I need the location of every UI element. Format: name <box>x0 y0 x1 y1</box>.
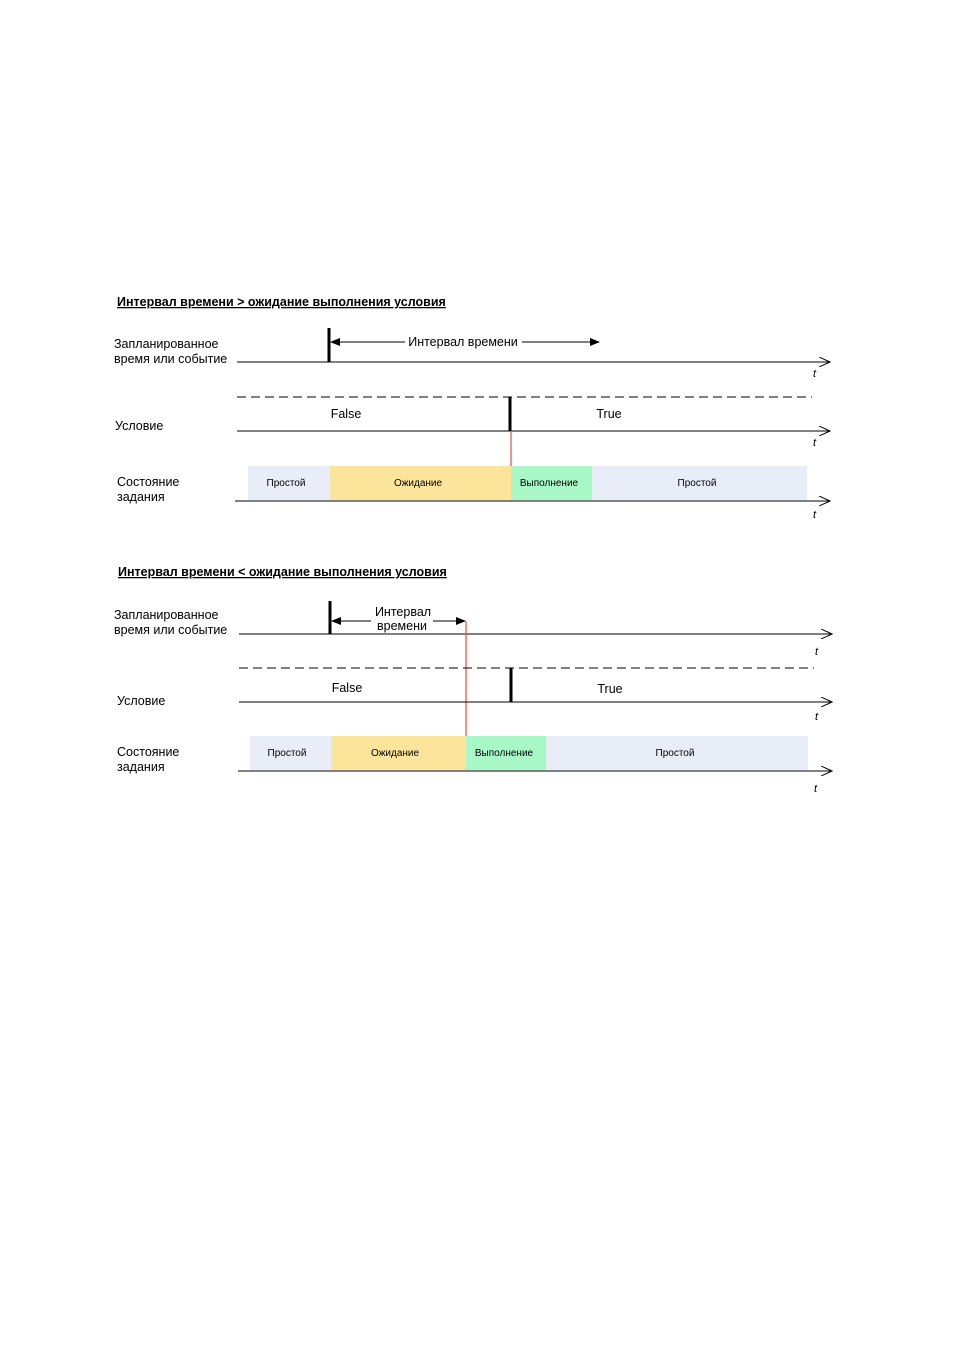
diagram-1-scheduled-label-line2: время или событие <box>114 352 228 366</box>
diagram-2-condition-true: True <box>597 682 623 696</box>
diagram-2-interval-label-line2: времени <box>377 619 427 633</box>
diagram-1-interval-label: Интервал времени <box>408 335 518 349</box>
diagram-2-segment-label-2: Ожидание <box>370 748 420 759</box>
diagram-2-segment-label-1: Простой <box>267 748 307 759</box>
diagram-2-state-axis-t: t <box>814 783 818 795</box>
diagram-1-state-axis-t: t <box>813 509 817 521</box>
diagram-2-condition-axis-t: t <box>815 711 819 723</box>
diagram-1-segment-label-3: Выполнение <box>519 478 579 489</box>
diagram-2-segment-label-4: Простой <box>655 748 695 759</box>
diagram-1-segment-label-4: Простой <box>677 478 717 489</box>
diagram-2-condition-label: Условие <box>117 694 166 708</box>
diagram-2-segment-label-3: Выполнение <box>474 748 534 759</box>
diagram-2-interval-label-line1: Интервал <box>374 605 432 619</box>
diagram-2-condition-false: False <box>331 681 363 695</box>
diagram-2-state-label-line2: задания <box>117 760 165 774</box>
diagram-2-scheduled-label-line1: Запланированное <box>114 608 219 622</box>
diagram-1-condition-false: False <box>330 407 362 421</box>
diagram-1 <box>114 295 830 521</box>
diagram-1-segment-label-2: Ожидание <box>393 478 443 489</box>
diagram-1-scheduled-label-line1: Запланированное <box>114 337 219 351</box>
diagram-1-condition-true: True <box>596 407 622 421</box>
diagram-2-state-label-line1: Состояние <box>117 745 180 759</box>
diagram-2-title: Интервал времени < ожидание выполнения условия <box>118 565 447 579</box>
diagram-1-state-label-line2: задания <box>117 490 165 504</box>
diagram-1-condition-label: Условие <box>115 419 164 433</box>
diagram-1-scheduled-axis-t: t <box>813 368 817 380</box>
diagram-1-title: Интервал времени > ожидание выполнения условия <box>117 295 446 309</box>
diagram-2 <box>114 565 832 795</box>
diagram-1-segment-label-1: Простой <box>266 478 306 489</box>
diagram-2-scheduled-label-line2: время или событие <box>114 623 228 637</box>
diagram-2-scheduled-axis-t: t <box>815 646 819 658</box>
diagram-1-condition-axis-t: t <box>813 437 817 449</box>
diagram-1-state-label-line1: Состояние <box>117 475 180 489</box>
